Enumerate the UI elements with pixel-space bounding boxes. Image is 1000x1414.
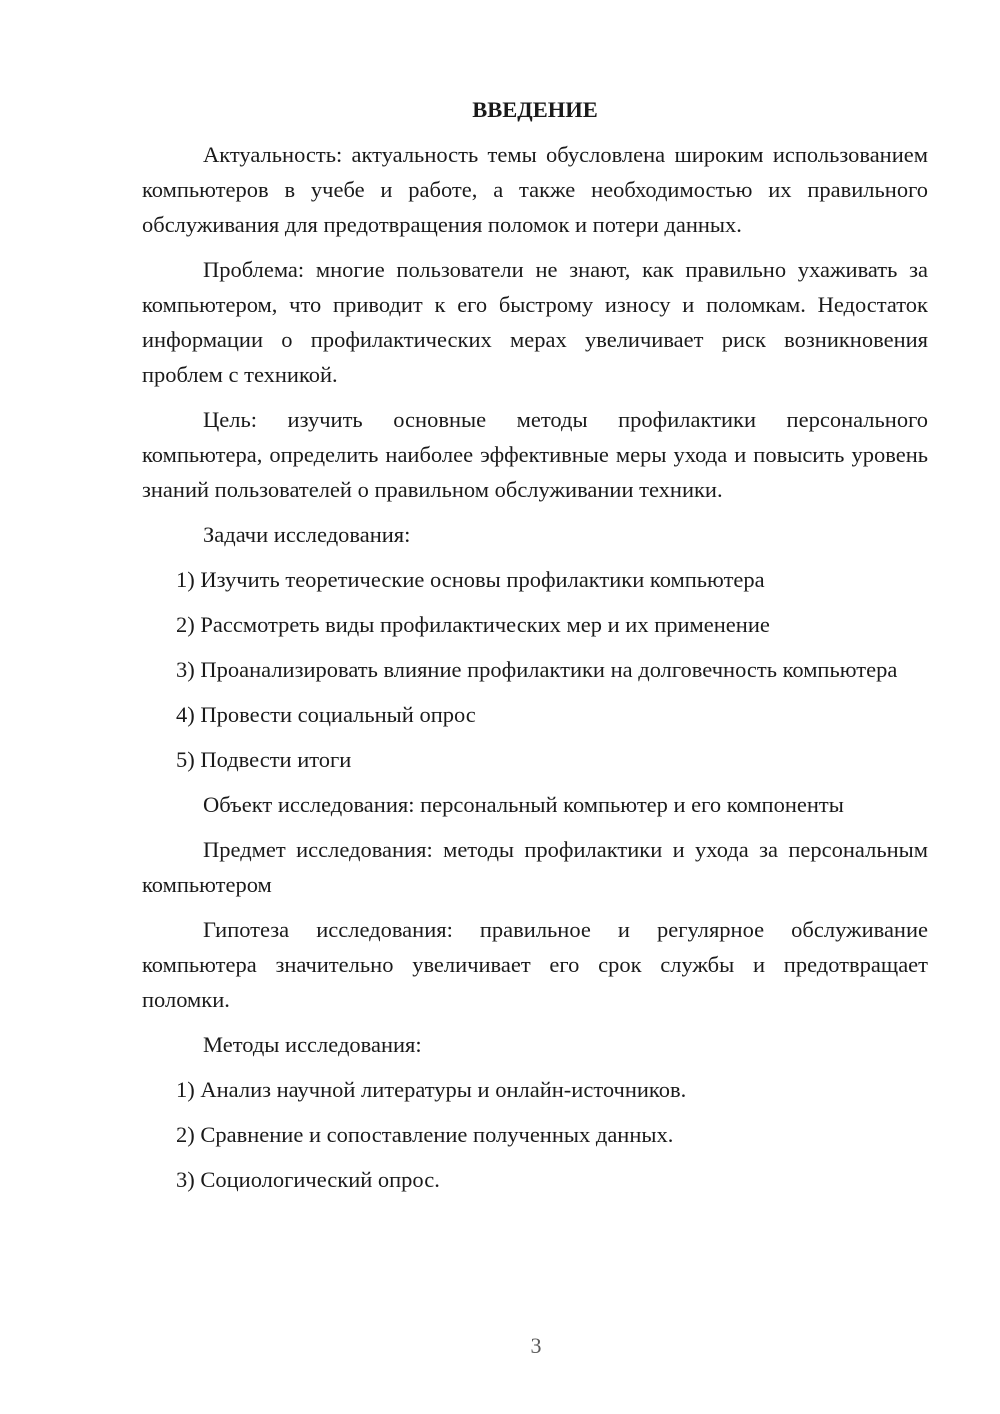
document-page <box>142 92 928 1207</box>
task-item: 5) Подвести итоги <box>176 747 352 772</box>
method-item: 2) Сравнение и сопоставление полученных данных. <box>176 1122 674 1147</box>
task-item: 2) Рассмотреть виды профилактических мер и их применение <box>176 612 770 637</box>
page-number: 3 <box>530 1333 542 1358</box>
problem-paragraph: Проблема: многие пользователи не знают, как правильно ухаживать за компьютером, что приводит к его быстрому износу и поломкам. Недостаток информации о профилактических мерах увеличивает риск возникновения проблем с техникой. <box>142 257 928 387</box>
method-item: 3) Социологический опрос. <box>176 1167 440 1192</box>
goal-paragraph: Цель: изучить основные методы профилактики персонального компьютера, определить наиболее эффективные меры ухода и повысить уровень знаний пользователей о правильном обслуживании техники. <box>142 407 928 502</box>
section-title: ВВЕДЕНИЕ <box>472 97 598 122</box>
subject-paragraph: Предмет исследования: методы профилактики и ухода за персональным компьютером <box>142 837 928 897</box>
task-item: 4) Провести социальный опрос <box>176 702 476 727</box>
hypothesis-paragraph: Гипотеза исследования: правильное и регулярное обслуживание компьютера значительно увеличивает его срок службы и предотвращает поломки. <box>142 917 928 1012</box>
task-item: 1) Изучить теоретические основы профилактики компьютера <box>176 567 765 592</box>
tasks-heading: Задачи исследования: <box>203 522 411 547</box>
relevance-paragraph: Актуальность: актуальность темы обусловлена широким использованием компьютеров в учебе и работе, а также необходимостью их правильного обслуживания для предотвращения поломок и потери данных. <box>142 142 928 237</box>
task-item: 3) Проанализировать влияние профилактики на долговечность компьютера <box>176 657 898 682</box>
object-paragraph: Объект исследования: персональный компьютер и его компоненты <box>203 792 844 817</box>
methods-heading: Методы исследования: <box>203 1032 422 1057</box>
method-item: 1) Анализ научной литературы и онлайн-источников. <box>176 1077 687 1102</box>
